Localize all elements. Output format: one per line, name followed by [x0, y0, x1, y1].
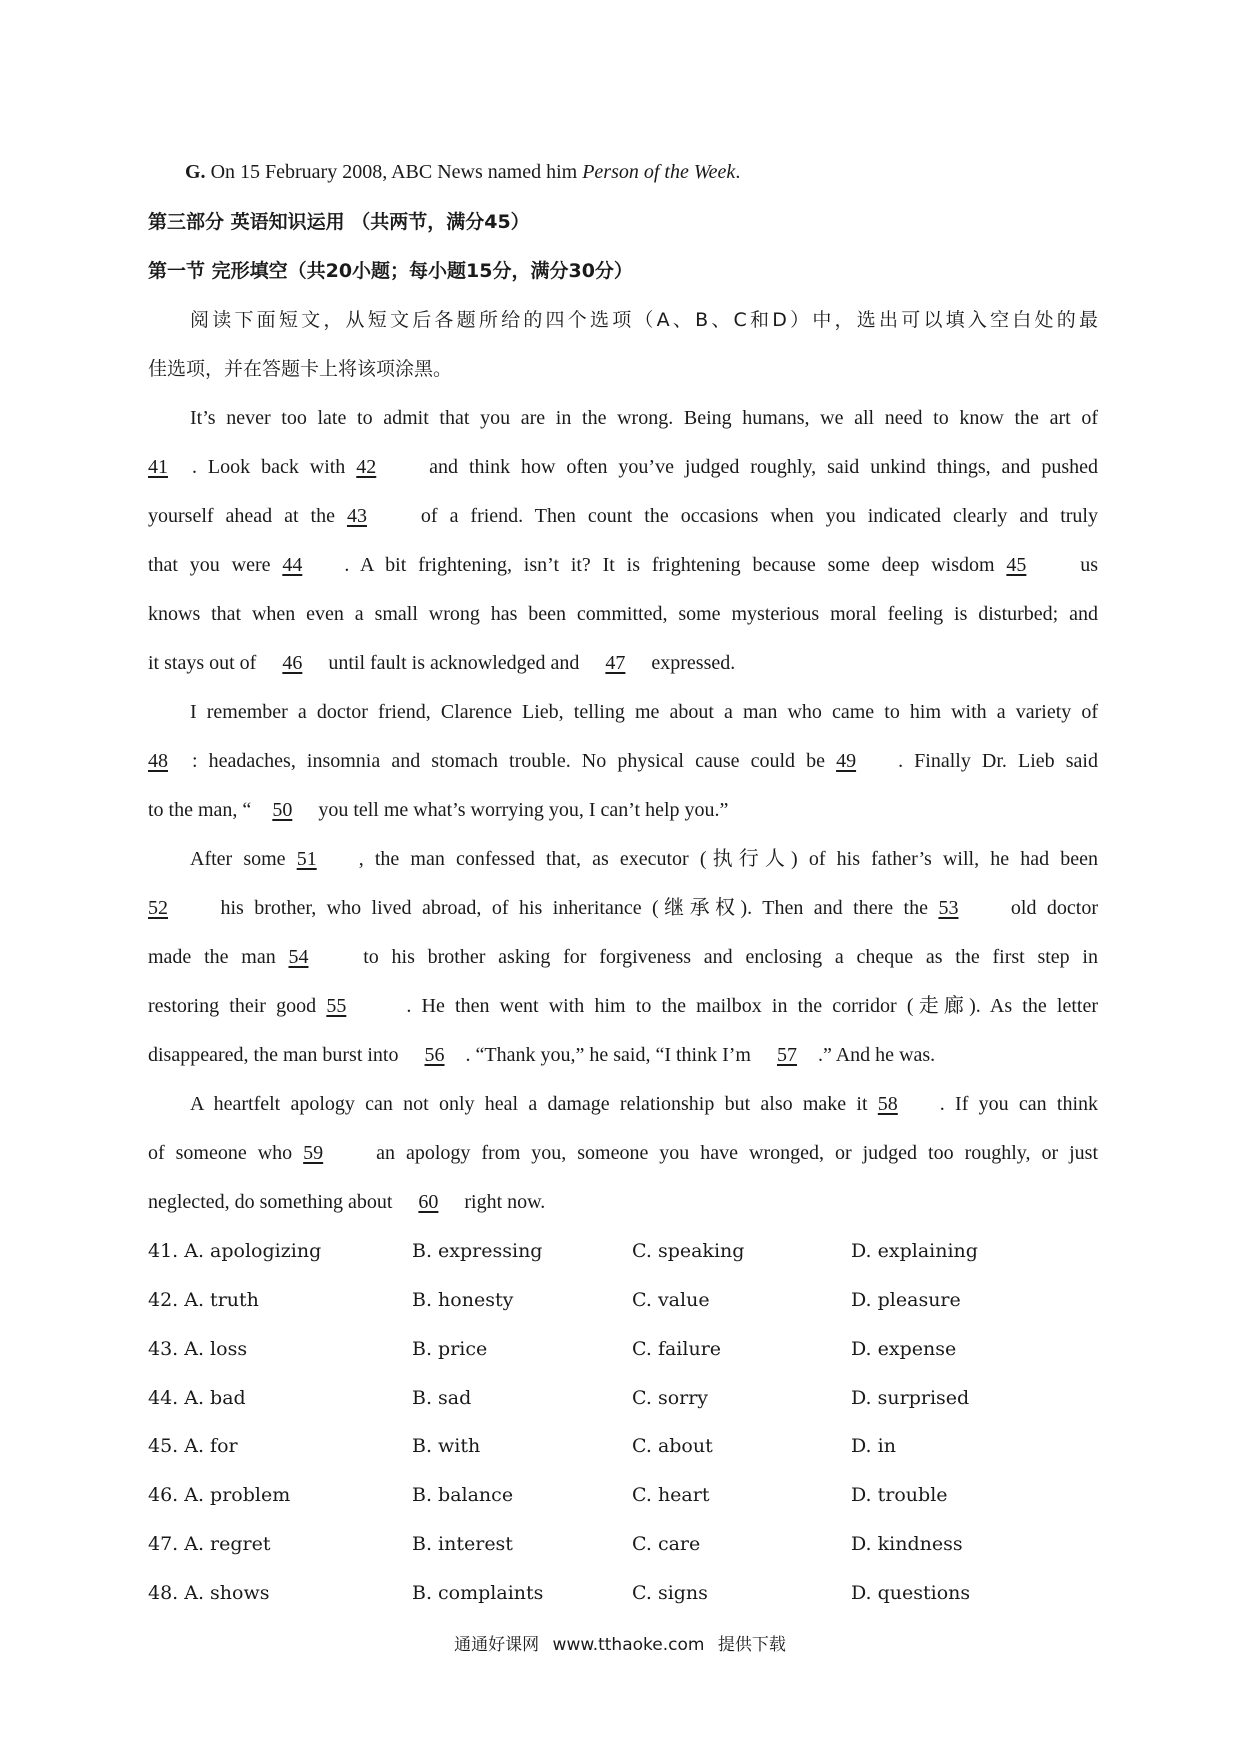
option-48-a: 48. A. shows — [148, 1582, 270, 1604]
p3-l1b: , the man confessed that, as executor (执行人) of his father’s will, he had been — [358, 848, 1098, 870]
option-42-a: 42. A. truth — [148, 1289, 259, 1311]
p4-line-2 — [148, 1138, 1098, 1168]
p3-l3b: to his brother asking for forgiveness and enclosing a cheque as the first step in — [350, 946, 1098, 968]
instructions-line-2: 佳选项，并在答题卡上将该项涂黑。 — [148, 358, 453, 380]
p3-l3a: made the man — [148, 946, 289, 968]
p4-l3a: neglected, do something about — [148, 1191, 398, 1213]
footer-site-name: 通通好课网 — [454, 1635, 540, 1655]
p1-l3a: yourself ahead at the — [148, 505, 347, 527]
option-row-46 — [148, 1480, 1048, 1510]
option-row-47 — [148, 1529, 1048, 1559]
p4-l3b: right now. — [459, 1191, 546, 1213]
p1-line-4 — [148, 550, 1098, 580]
option-42-b: B. honesty — [412, 1289, 514, 1311]
p1-l6b: until fault is acknowledged and — [323, 652, 585, 674]
part3-heading: 第三部分 英语知识运用 （共两节，满分45） — [148, 211, 530, 233]
option-48-c: C. signs — [632, 1582, 708, 1604]
option-row-44 — [148, 1383, 1048, 1413]
blank-49: 49 — [836, 750, 857, 772]
p3-l1a: After some — [190, 848, 297, 870]
p3-l5b: . “Thank you,” he said, “I think I’m — [465, 1044, 756, 1066]
item-g-label: G. — [185, 161, 206, 183]
option-row-45 — [148, 1431, 1048, 1461]
option-row-43 — [148, 1334, 1048, 1364]
p1-line-5: knows that when even a small wrong has been committed, some mysterious moral feeling is disturbed; and — [148, 603, 1098, 625]
p3-line-3 — [148, 942, 1098, 972]
blank-56: 56 — [424, 1044, 445, 1066]
p1-l4c: us — [1068, 554, 1098, 576]
p3-l4b: . He then went with him to the mailbox in the corridor (走廊). As the letter — [406, 995, 1098, 1017]
item-g-end: . — [735, 161, 741, 183]
blank-50: 50 — [272, 799, 293, 821]
footer-suffix: 提供下载 — [717, 1635, 786, 1655]
blank-59: 59 — [303, 1142, 324, 1164]
p2-l3b: you tell me what’s worrying you, I can’t help you.” — [313, 799, 729, 821]
option-44-b: B. sad — [412, 1387, 472, 1409]
item-g-italic: Person of the Week — [582, 161, 736, 183]
option-row-42 — [148, 1285, 1048, 1315]
option-47-b: B. interest — [412, 1533, 513, 1555]
option-47-a: 47. A. regret — [148, 1533, 271, 1555]
p2-line-3 — [148, 795, 1098, 825]
p1-l6c: expressed. — [646, 652, 736, 674]
p1-l4b: . A bit frightening, isn’t it? It is frightening because some deep wisdom — [344, 554, 1007, 576]
option-46-a: 46. A. problem — [148, 1484, 291, 1506]
blank-43: 43 — [346, 505, 367, 527]
option-41-d: D. explaining — [851, 1240, 978, 1262]
option-44-a: 44. A. bad — [148, 1387, 246, 1409]
p1-l2c: and think how often you’ve judged roughly, said unkind things, and pushed — [418, 456, 1099, 478]
option-48-d: D. questions — [851, 1582, 971, 1604]
p3-line-1 — [190, 844, 1098, 874]
blank-52: 52 — [148, 897, 168, 919]
p1-l4a: that you were — [148, 554, 283, 576]
p1-line-6 — [148, 648, 1098, 678]
p1-l2b: . Look back with — [192, 456, 357, 478]
page-footer — [0, 1630, 1240, 1660]
option-47-c: C. care — [632, 1533, 701, 1555]
p2-line-1: I remember a doctor friend, Clarence Lieb, telling me about a man who came to him with a variety of — [190, 701, 1098, 723]
blank-57: 57 — [776, 1044, 797, 1066]
p2-l2b: . Finally Dr. Lieb said — [898, 750, 1098, 772]
p1-line-1: It’s never too late to admit that you are in the wrong. Being humans, we all need to know the art of — [190, 407, 1098, 429]
option-41-a: 41. A. apologizing — [148, 1240, 322, 1262]
option-45-a: 45. A. for — [148, 1435, 238, 1457]
option-45-d: D. in — [851, 1435, 896, 1457]
p3-l5a: disappeared, the man burst into — [148, 1044, 404, 1066]
p1-line-3 — [148, 501, 1098, 531]
p3-l2a: his brother, who lived abroad, of his inheritance (继承权). Then and there the — [210, 897, 939, 919]
blank-53: 53 — [938, 897, 959, 919]
p4-line-3 — [148, 1187, 1098, 1217]
blank-44: 44 — [282, 554, 303, 576]
p3-l5c: .” And he was. — [817, 1044, 936, 1066]
option-46-c: C. heart — [632, 1484, 710, 1506]
option-45-b: B. with — [412, 1435, 481, 1457]
p2-line-2 — [148, 746, 1098, 776]
p3-l4a: restoring their good — [148, 995, 327, 1017]
option-48-b: B. complaints — [412, 1582, 544, 1604]
blank-45: 45 — [1006, 554, 1027, 576]
blank-51: 51 — [296, 848, 317, 870]
option-44-d: D. surprised — [851, 1387, 970, 1409]
option-43-c: C. failure — [632, 1338, 722, 1360]
option-43-a: 43. A. loss — [148, 1338, 248, 1360]
option-41-b: B. expressing — [412, 1240, 543, 1262]
blank-55: 55 — [326, 995, 347, 1017]
option-43-d: D. expense — [851, 1338, 957, 1360]
blank-47: 47 — [605, 652, 626, 674]
p1-l3b: of a friend. Then count the occasions when you indicated clearly and truly — [408, 505, 1098, 527]
section1-heading: 第一节 完形填空（共20小题；每小题15分，满分30分） — [148, 260, 633, 282]
item-g-text: On 15 February 2008, ABC News named him — [210, 161, 583, 183]
option-42-d: D. pleasure — [851, 1289, 961, 1311]
option-44-c: C. sorry — [632, 1387, 709, 1409]
blank-41: 41 — [148, 456, 168, 478]
p4-l1a: A heartfelt apology can not only heal a damage relationship but also make it — [190, 1093, 878, 1115]
p3-l2b: old doctor — [1000, 897, 1099, 919]
p1-l6a: it stays out of — [148, 652, 262, 674]
p2-l2a: : headaches, insomnia and stomach trouble. No physical cause could be — [192, 750, 837, 772]
option-41-c: C. speaking — [632, 1240, 745, 1262]
blank-46: 46 — [282, 652, 303, 674]
p4-l1b: . If you can think — [939, 1093, 1098, 1115]
blank-54: 54 — [288, 946, 309, 968]
option-45-c: C. about — [632, 1435, 713, 1457]
instructions-line-1: 阅读下面短文，从短文后各题所给的四个选项（A、B、C和D）中，选出可以填入空白处的最 — [190, 309, 1098, 331]
option-47-d: D. kindness — [851, 1533, 963, 1555]
option-46-d: D. trouble — [851, 1484, 948, 1506]
p2-l3a: to the man, “ — [148, 799, 252, 821]
blank-42: 42 — [356, 456, 377, 478]
option-row-48 — [148, 1578, 1048, 1608]
p4-l2a: of someone who — [148, 1142, 304, 1164]
blank-60: 60 — [418, 1191, 439, 1213]
p3-line-4 — [148, 991, 1098, 1021]
p3-line-2 — [148, 893, 1098, 923]
footer-url[interactable]: www.tthaoke.com — [552, 1635, 705, 1655]
p4-l2b: an apology from you, someone you have wronged, or judged too roughly, or just — [365, 1142, 1098, 1164]
blank-58: 58 — [877, 1093, 898, 1115]
blank-48: 48 — [148, 750, 168, 772]
option-42-c: C. value — [632, 1289, 710, 1311]
p3-line-5 — [148, 1040, 1098, 1070]
option-row-41 — [148, 1236, 1048, 1266]
item-g — [185, 157, 1135, 187]
p4-line-1 — [190, 1089, 1098, 1119]
p1-line-2 — [148, 452, 1098, 482]
option-46-b: B. balance — [412, 1484, 514, 1506]
option-43-b: B. price — [412, 1338, 488, 1360]
